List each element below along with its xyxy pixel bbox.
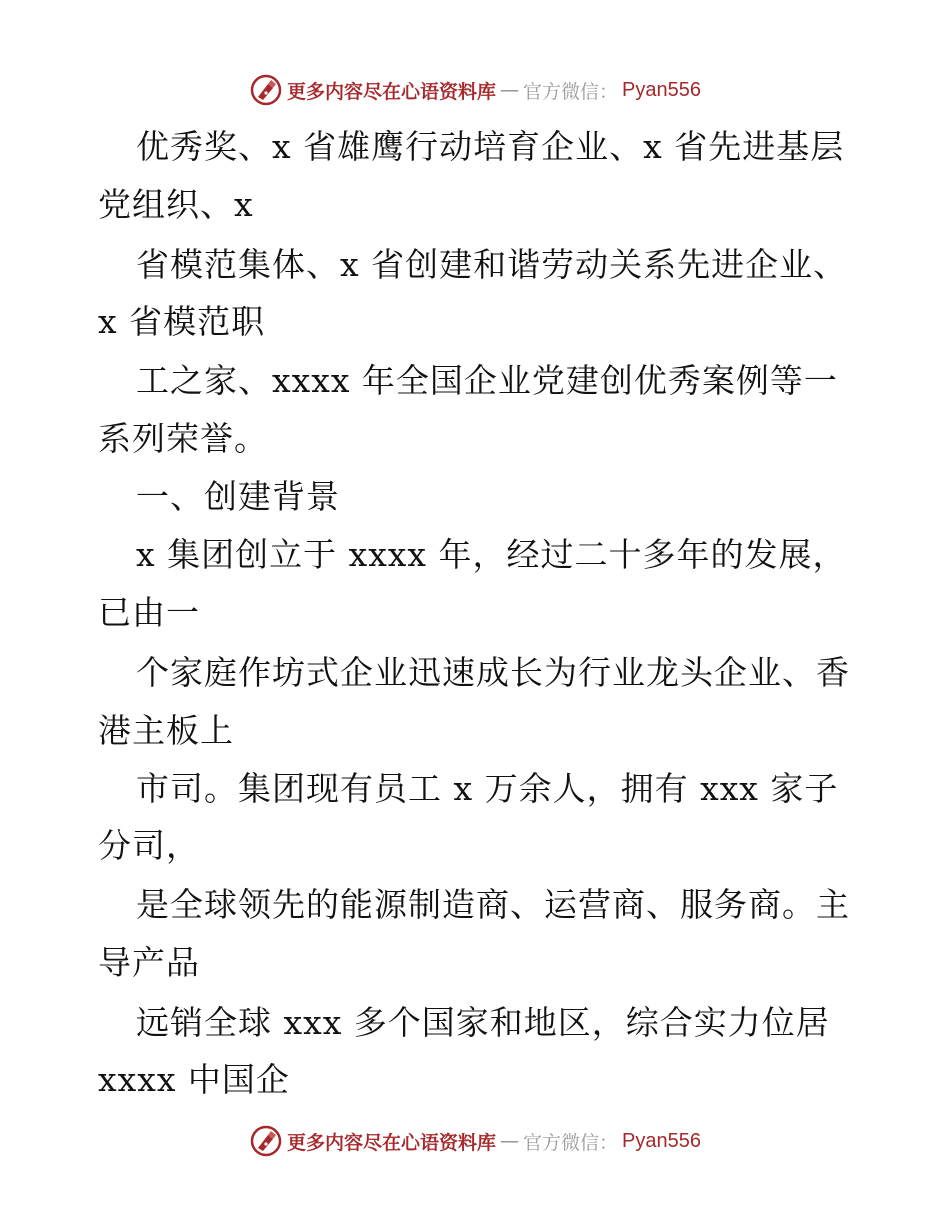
pen-nib-logo-icon	[249, 1124, 283, 1158]
pen-nib-logo-icon	[249, 73, 283, 107]
banner-separator: —	[500, 79, 520, 101]
text-line: 工之家、xxxx 年全国企业党建创优秀案例等一	[136, 361, 838, 400]
banner-separator: —	[500, 1130, 520, 1152]
text-line: x 集团创立于 xxxx 年，经过二十多年的发展，	[136, 535, 847, 574]
banner-main-text: 更多内容尽在心语资料库	[287, 80, 497, 103]
banner-main-text: 更多内容尽在心语资料库	[287, 1131, 497, 1154]
text-line: 系列荣誉。	[98, 419, 268, 458]
footer-banner	[0, 1121, 950, 1161]
text-line: 省模范集体、x 省创建和谐劳动关系先进企业、	[136, 245, 848, 284]
text-line: 导产品	[98, 943, 200, 982]
banner-wechat-handle: Pyan556	[622, 1129, 701, 1152]
text-line: 优秀奖、x 省雄鹰行动培育企业、x 省先进基层	[136, 127, 845, 166]
text-line: 港主板上	[98, 711, 234, 750]
section-heading: 一、创建背景	[136, 477, 340, 516]
text-line: 党组织、x	[98, 185, 254, 224]
text-line: 分司，	[98, 826, 200, 865]
banner-wechat-label: 官方微信：	[523, 80, 619, 103]
banner-wechat-handle: Pyan556	[622, 78, 701, 101]
banner-wechat-label: 官方微信：	[523, 1131, 619, 1154]
header-banner	[0, 70, 950, 110]
text-line: 远销全球 xxx 多个国家和地区，综合实力位居	[136, 1003, 830, 1042]
text-line: xxxx 中国企	[98, 1060, 290, 1099]
text-line: 是全球领先的能源制造商、运营商、服务商。主	[136, 885, 850, 924]
text-line: 个家庭作坊式企业迅速成长为行业龙头企业、香	[136, 653, 850, 692]
text-line: 市司。集团现有员工 x 万余人，拥有 xxx 家子	[136, 769, 839, 808]
text-line: x 省模范职	[98, 302, 266, 341]
text-line: 已由一	[98, 593, 200, 632]
